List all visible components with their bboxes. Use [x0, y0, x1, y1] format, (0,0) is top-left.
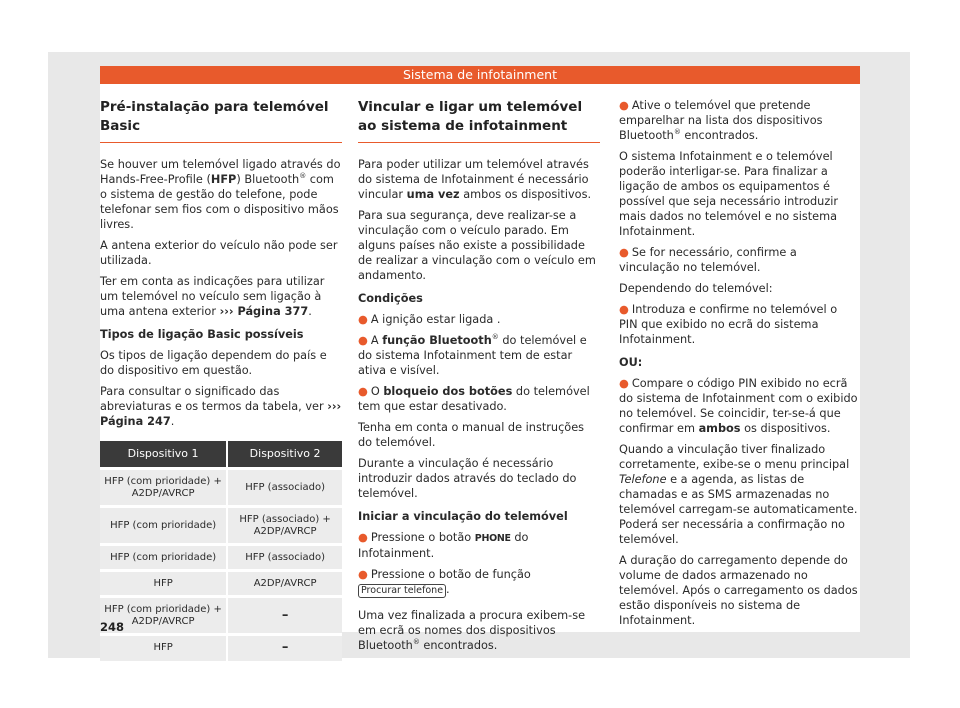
page-number: 248 [100, 620, 125, 634]
table-header: Dispositivo 2 [227, 441, 342, 469]
subheading: OU: [619, 356, 643, 369]
paragraph: O sistema Infotainment e o telemóvel poderão interligar-se. Para finalizar a ligação de ambos os equipamentos é possível que seja necessário introduzir mais dados no telemóvel e no sistema Infotainment. [619, 150, 839, 238]
paragraph: Uma vez finalizada a procura exibem-se em ecrã os nomes dos dispositivos Bluetooth® encontrados. [358, 609, 586, 652]
subheading: Iniciar a vinculação do telemóvel [358, 510, 568, 523]
list-item: ● O bloqueio dos botões do telemóvel tem que estar desativado. [358, 385, 590, 413]
paragraph: Para poder utilizar um telemóvel através do sistema de Infotainment é necessário vincular uma vez ambos os dispositivos. [358, 158, 592, 201]
subheading: Tipos de ligação Basic possíveis [100, 328, 304, 341]
list-item: ● A ignição estar ligada . [358, 313, 501, 326]
phone-button-label: PHONE [474, 533, 511, 544]
table-cell: HFP [100, 635, 227, 661]
list-item: ● Introduza e confirme no telemóvel o PIN que exibido no ecrã do sistema Infotainment. [619, 303, 838, 346]
table-cell: HFP (associado) + A2DP/AVRCP [227, 507, 342, 545]
table-cell: HFP (associado) [227, 469, 342, 507]
section-title-pairing: Vincular e ligar um telemóvel ao sistema de infotainment [358, 84, 600, 143]
table-row [100, 571, 342, 597]
table-cell: HFP (com prioridade) + A2DP/AVRCP [100, 597, 227, 635]
table-cell: HFP (com prioridade) + A2DP/AVRCP [100, 469, 227, 507]
table-row [100, 469, 342, 507]
list-item: ● Pressione o botão de função Procurar telefone . [358, 568, 531, 596]
search-phone-button-label: Procurar telefone [358, 584, 446, 598]
table-cell: – [227, 597, 342, 635]
paragraph: Para sua segurança, deve realizar-se a vinculação com o veículo parado. Em alguns países não existe a possibilidade de realizar a vinculação com o veículo em andamento. [358, 209, 596, 282]
list-item: ● Pressione o botão PHONE do Infotainment. [358, 531, 529, 560]
bullet-icon: ● [358, 531, 368, 544]
bullet-icon: ● [619, 246, 629, 259]
list-item: ● Compare o código PIN exibido no ecrã do sistema de Infotainment com o exibido no telemóvel. Se coincidir, ter-se-á que confirmar em ambos os dispositivos. [619, 377, 858, 435]
paragraph: Os tipos de ligação dependem do país e do dispositivo em questão. [100, 349, 327, 377]
table-cell: – [227, 635, 342, 661]
table-cell: HFP [100, 571, 227, 597]
paragraph: Durante a vinculação é necessário introduzir dados através do teclado do telemóvel. [358, 457, 577, 500]
table-row [100, 507, 342, 545]
header-bar [100, 66, 860, 84]
paragraph: A duração do carregamento depende do volume de dados armazenado no telemóvel. Após o carregamento os dados estão disponíveis no sistema de Infotainment. [619, 554, 858, 627]
subheading: Condições [358, 292, 423, 305]
column-1 [100, 84, 342, 661]
bullet-icon: ● [619, 303, 629, 316]
paragraph: Tenha em conta o manual de instruções do telemóvel. [358, 421, 585, 449]
list-item: ● Ative o telemóvel que pretende emparelhar na lista dos dispositivos Bluetooth® encontrados. [619, 99, 823, 142]
section-title-basic: Pré-instalação para telemóvel Basic [100, 84, 342, 143]
table-cell: HFP (com prioridade) [100, 545, 227, 571]
table-header: Dispositivo 1 [100, 441, 227, 469]
table-cell: HFP (com prioridade) [100, 507, 227, 545]
page-link[interactable]: ››› Página 377 [219, 305, 309, 318]
page-content [100, 84, 860, 656]
table-row [100, 635, 342, 661]
page-link[interactable]: ››› Página 247 [100, 400, 342, 428]
paragraph: Ter em conta as indicações para utilizar um telemóvel no veículo sem ligação à uma antena exterior ››› Página 377. [100, 275, 325, 318]
table-cell: A2DP/AVRCP [227, 571, 342, 597]
paragraph: Dependendo do telemóvel: [619, 282, 773, 295]
list-item: ● A função Bluetooth® do telemóvel e do sistema Infotainment tem de estar ativa e visível. [358, 333, 587, 377]
column-3 [619, 84, 859, 634]
table-cell: HFP (associado) [227, 545, 342, 571]
bullet-icon: ● [358, 313, 368, 326]
list-item: ● Se for necessário, confirme a vinculação no telemóvel. [619, 246, 797, 274]
bullet-icon: ● [358, 334, 368, 347]
paragraph: A antena exterior do veículo não pode ser utilizada. [100, 239, 338, 267]
paragraph: Quando a vinculação tiver finalizado corretamente, exibe-se o menu principal Telefone e a agenda, as listas de chamadas e as SMS armazenadas no telemóvel carregam-se automaticamente. Poderá ser necessária a confirmação no telemóvel. [619, 443, 858, 546]
table-row [100, 597, 342, 635]
paragraph: Para consultar o significado das abreviaturas e os termos da tabela, ver ››› Página 247. [100, 385, 342, 428]
bullet-icon: ● [358, 568, 368, 581]
paragraph: Se houver um telemóvel ligado através do Hands-Free-Profile (HFP) Bluetooth® com o sistema de gestão do telefone, pode telefonar sem fios com o dispositivo mãos livres. [100, 158, 341, 231]
table-row [100, 545, 342, 571]
bullet-icon: ● [619, 377, 629, 390]
header-title: Sistema de infotainment [402, 67, 557, 82]
bullet-icon: ● [358, 385, 368, 398]
column-2 [358, 84, 600, 659]
connection-types-table [100, 441, 342, 661]
bullet-icon: ● [619, 99, 629, 112]
